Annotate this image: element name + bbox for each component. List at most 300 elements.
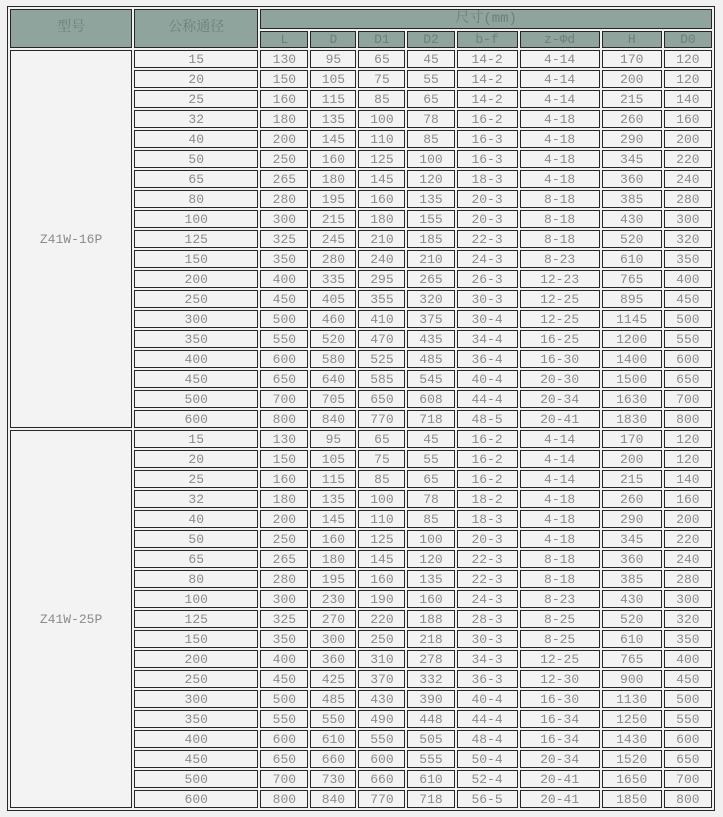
dimension-cell: 1850	[602, 790, 662, 808]
dimension-cell: 1650	[602, 770, 662, 788]
model-cell: Z41W-16P	[10, 50, 132, 428]
dimension-cell: 24-3	[457, 250, 518, 268]
dimension-cell: 180	[310, 550, 356, 568]
dimension-cell: 30-3	[457, 290, 518, 308]
dimension-cell: 500	[664, 310, 712, 328]
nominal-diameter-cell: 50	[134, 150, 258, 168]
dimension-cell: 145	[358, 550, 405, 568]
nominal-diameter-cell: 450	[134, 370, 258, 388]
dimension-cell: 360	[602, 550, 662, 568]
dimension-cell: 505	[407, 730, 454, 748]
dimension-cell: 20-41	[520, 790, 600, 808]
nominal-diameter-cell: 80	[134, 570, 258, 588]
dimension-cell: 190	[358, 590, 405, 608]
nominal-diameter-cell: 200	[134, 270, 258, 288]
dimension-cell: 220	[664, 150, 712, 168]
dimension-cell: 400	[260, 650, 308, 668]
dimension-cell: 765	[602, 270, 662, 288]
dimension-cell: 450	[260, 290, 308, 308]
dimension-cell: 840	[310, 790, 356, 808]
dimension-cell: 500	[664, 690, 712, 708]
nominal-diameter-cell: 350	[134, 330, 258, 348]
dimension-cell: 220	[358, 610, 405, 628]
nominal-diameter-cell: 15	[134, 430, 258, 448]
dimension-cell: 250	[260, 150, 308, 168]
dimension-cell: 250	[260, 530, 308, 548]
dimension-cell: 45	[407, 430, 454, 448]
dimension-cell: 160	[310, 150, 356, 168]
dimension-cell: 210	[407, 250, 454, 268]
dimension-cell: 16-3	[457, 150, 518, 168]
dimension-cell: 34-4	[457, 330, 518, 348]
dimension-cell: 16-2	[457, 430, 518, 448]
dimension-cell: 280	[260, 570, 308, 588]
nominal-diameter-cell: 50	[134, 530, 258, 548]
dimension-cell: 4-14	[520, 450, 600, 468]
dimension-cell: 48-4	[457, 730, 518, 748]
dimension-cell: 185	[407, 230, 454, 248]
dimension-cell: 600	[664, 350, 712, 368]
dimension-cell: 4-18	[520, 130, 600, 148]
dimension-cell: 660	[358, 770, 405, 788]
dimension-cell: 345	[602, 150, 662, 168]
dimension-cell: 448	[407, 710, 454, 728]
dimension-cell: 150	[260, 450, 308, 468]
dimension-cell: 195	[310, 190, 356, 208]
dimension-cell: 700	[260, 770, 308, 788]
dimension-cell: 1200	[602, 330, 662, 348]
dimension-cell: 700	[260, 390, 308, 408]
dimension-cell: 450	[664, 290, 712, 308]
col-header-model: 型号	[10, 9, 132, 48]
dimension-cell: 110	[358, 510, 405, 528]
dimension-cell: 4-14	[520, 430, 600, 448]
dim-header-cell: H	[602, 31, 662, 48]
dimension-cell: 28-3	[457, 610, 518, 628]
dimension-cell: 265	[260, 170, 308, 188]
dimension-cell: 160	[664, 110, 712, 128]
model-cell: Z41W-25P	[10, 430, 132, 808]
dimension-cell: 48-5	[457, 410, 518, 428]
dimension-cell: 718	[407, 410, 454, 428]
nominal-diameter-cell: 400	[134, 730, 258, 748]
dimension-cell: 45	[407, 50, 454, 68]
dimension-cell: 16-25	[520, 330, 600, 348]
dimension-cell: 265	[407, 270, 454, 288]
dimension-cell: 8-18	[520, 190, 600, 208]
dimension-cell: 270	[310, 610, 356, 628]
dimension-cell: 300	[664, 210, 712, 228]
dimension-cell: 18-2	[457, 490, 518, 508]
dimension-cell: 4-18	[520, 510, 600, 528]
dimension-cell: 155	[407, 210, 454, 228]
dimension-cell: 700	[664, 770, 712, 788]
dimension-cell: 800	[664, 410, 712, 428]
dimension-cell: 900	[602, 670, 662, 688]
nominal-diameter-cell: 350	[134, 710, 258, 728]
dimension-cell: 555	[407, 750, 454, 768]
dimension-cell: 320	[407, 290, 454, 308]
nominal-diameter-cell: 450	[134, 750, 258, 768]
dimension-cell: 490	[358, 710, 405, 728]
dimension-cell: 12-25	[520, 310, 600, 328]
dimension-cell: 895	[602, 290, 662, 308]
dimension-cell: 650	[260, 370, 308, 388]
dimension-cell: 160	[358, 190, 405, 208]
dimension-cell: 4-14	[520, 70, 600, 88]
dimension-cell: 500	[260, 310, 308, 328]
dimension-cell: 545	[407, 370, 454, 388]
dimension-cell: 245	[310, 230, 356, 248]
dimension-cell: 280	[664, 570, 712, 588]
dimension-cell: 600	[260, 350, 308, 368]
nominal-diameter-cell: 125	[134, 610, 258, 628]
dimension-cell: 430	[602, 210, 662, 228]
dimension-cell: 140	[664, 90, 712, 108]
dim-header-cell: D2	[407, 31, 454, 48]
dimension-cell: 170	[602, 50, 662, 68]
nominal-diameter-cell: 300	[134, 310, 258, 328]
dimension-cell: 100	[358, 110, 405, 128]
nominal-diameter-cell: 15	[134, 50, 258, 68]
nominal-diameter-cell: 32	[134, 110, 258, 128]
dimension-cell: 520	[602, 610, 662, 628]
dimension-cell: 460	[310, 310, 356, 328]
dimension-cell: 1430	[602, 730, 662, 748]
dimension-cell: 120	[664, 450, 712, 468]
nominal-diameter-cell: 40	[134, 510, 258, 528]
dimension-cell: 610	[602, 630, 662, 648]
dimension-cell: 120	[664, 70, 712, 88]
dimension-cell: 335	[310, 270, 356, 288]
nominal-diameter-cell: 400	[134, 350, 258, 368]
dimension-cell: 600	[260, 730, 308, 748]
dimension-cell: 278	[407, 650, 454, 668]
dimension-cell: 650	[664, 750, 712, 768]
nominal-diameter-cell: 100	[134, 590, 258, 608]
dim-header-cell: D0	[664, 31, 712, 48]
dimension-cell: 608	[407, 390, 454, 408]
dimension-cell: 14-2	[457, 90, 518, 108]
dimension-cell: 260	[602, 110, 662, 128]
nominal-diameter-cell: 65	[134, 170, 258, 188]
dimension-cell: 1250	[602, 710, 662, 728]
dimension-cell: 215	[310, 210, 356, 228]
nominal-diameter-cell: 65	[134, 550, 258, 568]
dimension-cell: 115	[310, 470, 356, 488]
dimension-cell: 295	[358, 270, 405, 288]
dimension-cell: 30-4	[457, 310, 518, 328]
dimension-cell: 1400	[602, 350, 662, 368]
dimension-cell: 400	[664, 650, 712, 668]
dimension-cell: 310	[358, 650, 405, 668]
dimension-cell: 20-34	[520, 750, 600, 768]
dimension-cell: 40-4	[457, 370, 518, 388]
nominal-diameter-cell: 20	[134, 70, 258, 88]
dimension-cell: 170	[602, 430, 662, 448]
dimension-cell: 8-23	[520, 590, 600, 608]
dimension-cell: 4-18	[520, 530, 600, 548]
dimension-cell: 375	[407, 310, 454, 328]
dimension-cell: 22-3	[457, 570, 518, 588]
nominal-diameter-cell: 25	[134, 470, 258, 488]
nominal-diameter-cell: 250	[134, 670, 258, 688]
dimension-cell: 360	[310, 650, 356, 668]
dimension-cell: 18-3	[457, 170, 518, 188]
dimension-cell: 12-30	[520, 670, 600, 688]
dimension-cell: 160	[310, 530, 356, 548]
dimension-cell: 240	[358, 250, 405, 268]
dimension-cell: 4-14	[520, 90, 600, 108]
dimension-cell: 180	[310, 170, 356, 188]
dimension-cell: 195	[310, 570, 356, 588]
dimension-cell: 800	[664, 790, 712, 808]
dimension-cell: 55	[407, 70, 454, 88]
dimension-cell: 200	[664, 510, 712, 528]
dimension-cell: 36-3	[457, 670, 518, 688]
dimension-cell: 135	[310, 110, 356, 128]
dimension-cell: 650	[260, 750, 308, 768]
nominal-diameter-cell: 40	[134, 130, 258, 148]
dimension-cell: 4-18	[520, 110, 600, 128]
dimension-cell: 215	[602, 90, 662, 108]
dimension-cell: 160	[260, 470, 308, 488]
dimension-cell: 1500	[602, 370, 662, 388]
nominal-diameter-cell: 80	[134, 190, 258, 208]
dimension-cell: 22-3	[457, 550, 518, 568]
dimension-cell: 770	[358, 410, 405, 428]
nominal-diameter-cell: 150	[134, 630, 258, 648]
dimension-cell: 1145	[602, 310, 662, 328]
dimension-cell: 350	[664, 630, 712, 648]
dimension-cell: 430	[602, 590, 662, 608]
dimension-cell: 290	[602, 510, 662, 528]
dimension-cell: 350	[260, 250, 308, 268]
dimension-cell: 188	[407, 610, 454, 628]
dimension-cell: 85	[407, 510, 454, 528]
dimension-cell: 280	[310, 250, 356, 268]
dimension-cell: 580	[310, 350, 356, 368]
dimension-cell: 500	[260, 690, 308, 708]
dimension-cell: 78	[407, 490, 454, 508]
dimension-cell: 125	[358, 530, 405, 548]
dimension-cell: 370	[358, 670, 405, 688]
dimension-cell: 20-41	[520, 410, 600, 428]
dimension-cell: 180	[358, 210, 405, 228]
dimension-cell: 385	[602, 190, 662, 208]
dimension-cell: 325	[260, 230, 308, 248]
dimension-cell: 135	[310, 490, 356, 508]
dimension-cell: 585	[358, 370, 405, 388]
dimension-cell: 800	[260, 410, 308, 428]
dimension-cell: 65	[407, 470, 454, 488]
dimension-cell: 50-4	[457, 750, 518, 768]
dimension-cell: 65	[358, 50, 405, 68]
dimension-cell: 120	[407, 550, 454, 568]
dimension-cell: 360	[602, 170, 662, 188]
dim-header-cell: D	[310, 31, 356, 48]
dimension-cell: 610	[407, 770, 454, 788]
nominal-diameter-cell: 125	[134, 230, 258, 248]
dimension-cell: 332	[407, 670, 454, 688]
dimension-cell: 20-34	[520, 390, 600, 408]
dimension-cell: 765	[602, 650, 662, 668]
dimension-cell: 120	[664, 430, 712, 448]
dimension-cell: 115	[310, 90, 356, 108]
dim-header-cell: b-f	[457, 31, 518, 48]
dimension-cell: 16-2	[457, 110, 518, 128]
dimension-cell: 145	[310, 510, 356, 528]
dimension-cell: 550	[358, 730, 405, 748]
dimension-cell: 300	[260, 590, 308, 608]
dimension-cell: 22-3	[457, 230, 518, 248]
dimension-cell: 280	[664, 190, 712, 208]
dimension-cell: 130	[260, 430, 308, 448]
dimension-cell: 55	[407, 450, 454, 468]
dimension-cell: 200	[602, 450, 662, 468]
dimension-cell: 640	[310, 370, 356, 388]
dimension-cell: 550	[664, 710, 712, 728]
dimension-cell: 520	[310, 330, 356, 348]
nominal-diameter-cell: 600	[134, 410, 258, 428]
table-row	[10, 50, 712, 68]
nominal-diameter-cell: 300	[134, 690, 258, 708]
dimension-cell: 16-3	[457, 130, 518, 148]
dimension-cell: 405	[310, 290, 356, 308]
dimension-cell: 16-2	[457, 470, 518, 488]
dimension-cell: 4-18	[520, 170, 600, 188]
dimension-cell: 78	[407, 110, 454, 128]
dim-header-cell: z-Φd	[520, 31, 600, 48]
dimension-cell: 200	[260, 130, 308, 148]
dimension-cell: 100	[407, 150, 454, 168]
header-row-top	[10, 9, 712, 29]
dimension-cell: 240	[664, 170, 712, 188]
dimension-cell: 210	[358, 230, 405, 248]
dimension-cell: 8-18	[520, 230, 600, 248]
dimension-cell: 85	[358, 470, 405, 488]
nominal-diameter-cell: 100	[134, 210, 258, 228]
dimension-cell: 140	[664, 470, 712, 488]
dimension-cell: 385	[602, 570, 662, 588]
dimension-cell: 65	[358, 430, 405, 448]
dimension-cell: 425	[310, 670, 356, 688]
dimension-cell: 260	[602, 490, 662, 508]
dimension-cell: 16-34	[520, 730, 600, 748]
dimension-cell: 56-5	[457, 790, 518, 808]
dimension-cell: 14-2	[457, 50, 518, 68]
dimension-cell: 105	[310, 70, 356, 88]
nominal-diameter-cell: 25	[134, 90, 258, 108]
dimension-cell: 550	[664, 330, 712, 348]
dimension-cell: 8-18	[520, 570, 600, 588]
dimension-cell: 120	[664, 50, 712, 68]
dimension-cell: 40-4	[457, 690, 518, 708]
dimension-cell: 85	[407, 130, 454, 148]
dimension-cell: 95	[310, 430, 356, 448]
dimension-cell: 840	[310, 410, 356, 428]
dimension-cell: 160	[407, 590, 454, 608]
dimension-cell: 34-3	[457, 650, 518, 668]
nominal-diameter-cell: 250	[134, 290, 258, 308]
dimension-cell: 400	[664, 270, 712, 288]
dimension-cell: 4-14	[520, 470, 600, 488]
dimension-cell: 44-4	[457, 390, 518, 408]
dimension-cell: 120	[407, 170, 454, 188]
dimension-cell: 290	[602, 130, 662, 148]
dimension-cell: 320	[664, 230, 712, 248]
dimension-cell: 600	[358, 750, 405, 768]
dimension-cell: 345	[602, 530, 662, 548]
dimension-cell: 12-25	[520, 650, 600, 668]
dimension-cell: 218	[407, 630, 454, 648]
dimension-cell: 180	[260, 490, 308, 508]
dimension-cell: 14-2	[457, 70, 518, 88]
dimension-cell: 65	[407, 90, 454, 108]
dimension-cell: 355	[358, 290, 405, 308]
dimension-cell: 20-30	[520, 370, 600, 388]
dimension-cell: 130	[260, 50, 308, 68]
dimension-cell: 350	[664, 250, 712, 268]
dimension-cell: 400	[260, 270, 308, 288]
dimension-cell: 550	[260, 710, 308, 728]
dimension-cell: 20-3	[457, 530, 518, 548]
dimension-cell: 30-3	[457, 630, 518, 648]
table-row	[10, 430, 712, 448]
dimension-cell: 135	[407, 190, 454, 208]
dimension-cell: 1520	[602, 750, 662, 768]
dimension-cell: 18-3	[457, 510, 518, 528]
dimension-cell: 450	[260, 670, 308, 688]
dimension-cell: 390	[407, 690, 454, 708]
dimension-cell: 20-41	[520, 770, 600, 788]
nominal-diameter-cell: 20	[134, 450, 258, 468]
dimension-cell: 75	[358, 450, 405, 468]
dimension-cell: 300	[664, 590, 712, 608]
dimension-cell: 320	[664, 610, 712, 628]
dimension-cell: 24-3	[457, 590, 518, 608]
dimension-cell: 700	[664, 390, 712, 408]
dimension-cell: 4-14	[520, 50, 600, 68]
dimension-cell: 485	[407, 350, 454, 368]
dimension-cell: 650	[664, 370, 712, 388]
dimension-cell: 145	[358, 170, 405, 188]
dimension-cell: 220	[664, 530, 712, 548]
dimension-cell: 705	[310, 390, 356, 408]
dimension-cell: 180	[260, 110, 308, 128]
dim-header-cell: D1	[358, 31, 405, 48]
nominal-diameter-cell: 500	[134, 770, 258, 788]
table-header	[10, 9, 712, 48]
dim-header-cell: L	[260, 31, 308, 48]
dimension-cell: 435	[407, 330, 454, 348]
dimension-cell: 100	[358, 490, 405, 508]
dimension-cell: 200	[260, 510, 308, 528]
dimension-cell: 325	[260, 610, 308, 628]
dimension-cell: 110	[358, 130, 405, 148]
dimension-cell: 718	[407, 790, 454, 808]
nominal-diameter-cell: 32	[134, 490, 258, 508]
dimension-cell: 26-3	[457, 270, 518, 288]
dimension-cell: 610	[602, 250, 662, 268]
valve-spec-table	[7, 6, 715, 811]
dimension-cell: 770	[358, 790, 405, 808]
dimension-cell: 105	[310, 450, 356, 468]
dimension-cell: 145	[310, 130, 356, 148]
dimension-cell: 75	[358, 70, 405, 88]
dimension-cell: 200	[602, 70, 662, 88]
dimension-cell: 16-34	[520, 710, 600, 728]
